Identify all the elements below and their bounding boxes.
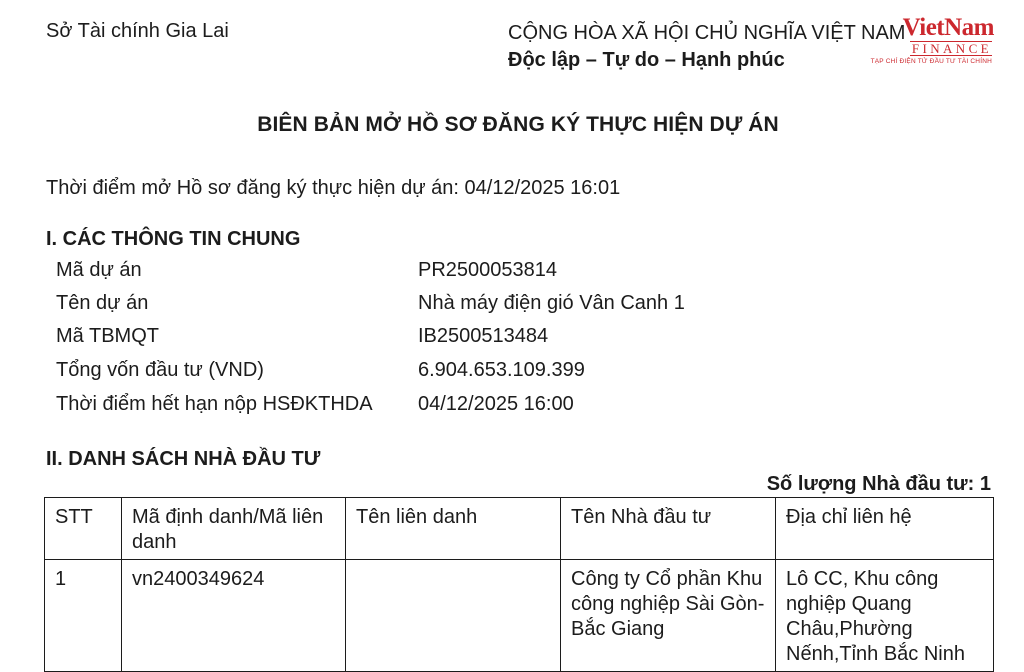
column-header-investor-name: Tên Nhà đầu tư xyxy=(561,498,776,560)
section-general-info-heading: I. CÁC THÔNG TIN CHUNG xyxy=(46,228,301,250)
national-motto: Độc lập – Tự do – Hạnh phúc xyxy=(508,49,785,71)
info-value: 04/12/2025 16:00 xyxy=(418,393,574,415)
info-label: Tổng vốn đầu tư (VND) xyxy=(56,359,264,381)
table-header-row xyxy=(45,498,994,560)
info-value: 6.904.653.109.399 xyxy=(418,359,585,381)
watermark-brand: VietNam xyxy=(902,14,994,41)
info-label: Thời điểm hết hạn nộp HSĐKTHDA xyxy=(56,393,373,415)
cell-joint-venture xyxy=(346,560,561,672)
watermark-sub: FINANCE xyxy=(911,41,992,56)
info-value: IB2500513484 xyxy=(418,325,549,347)
investor-count: Số lượng Nhà đầu tư: 1 xyxy=(766,473,991,495)
info-value: PR2500053814 xyxy=(418,259,558,281)
column-header-joint-venture: Tên liên danh xyxy=(346,498,561,560)
document-title: BIÊN BẢN MỞ HỒ SƠ ĐĂNG KÝ THỰC HIỆN DỰ ÁN xyxy=(257,113,779,136)
column-header-stt: STT xyxy=(45,498,122,560)
info-value: Nhà máy điện gió Vân Canh 1 xyxy=(418,292,685,314)
issuing-agency: Sở Tài chính Gia Lai xyxy=(46,20,229,42)
info-label: Mã TBMQT xyxy=(56,325,159,347)
cell-id: vn2400349624 xyxy=(122,560,346,672)
info-label: Mã dự án xyxy=(56,259,142,281)
column-header-address: Địa chỉ liên hệ xyxy=(776,498,994,560)
table-row xyxy=(45,560,994,672)
national-name: CỘNG HÒA XÃ HỘI CHỦ NGHĨA VIỆT NAM xyxy=(508,22,906,44)
watermark-tagline: TẠP CHÍ ĐIỆN TỬ ĐẦU TƯ TÀI CHÍNH xyxy=(870,58,992,65)
column-header-id: Mã định danh/Mã liên danh xyxy=(122,498,346,560)
cell-stt: 1 xyxy=(45,560,122,672)
national-header xyxy=(508,20,905,74)
investor-table xyxy=(44,497,994,672)
cell-investor-name: Công ty Cổ phần Khu công nghiệp Sài Gòn-Bắc Giang xyxy=(561,560,776,672)
open-time-line: Thời điểm mở Hồ sơ đăng ký thực hiện dự án: 04/12/2025 16:01 xyxy=(46,177,621,199)
cell-address: Lô CC, Khu công nghiệp Quang Châu,Phường Nếnh,Tỉnh Bắc Ninh xyxy=(776,560,994,672)
vietnam-finance-watermark-logo xyxy=(862,14,998,70)
info-label: Tên dự án xyxy=(56,292,149,314)
section-investor-list-heading: II. DANH SÁCH NHÀ ĐẦU TƯ xyxy=(46,448,321,470)
